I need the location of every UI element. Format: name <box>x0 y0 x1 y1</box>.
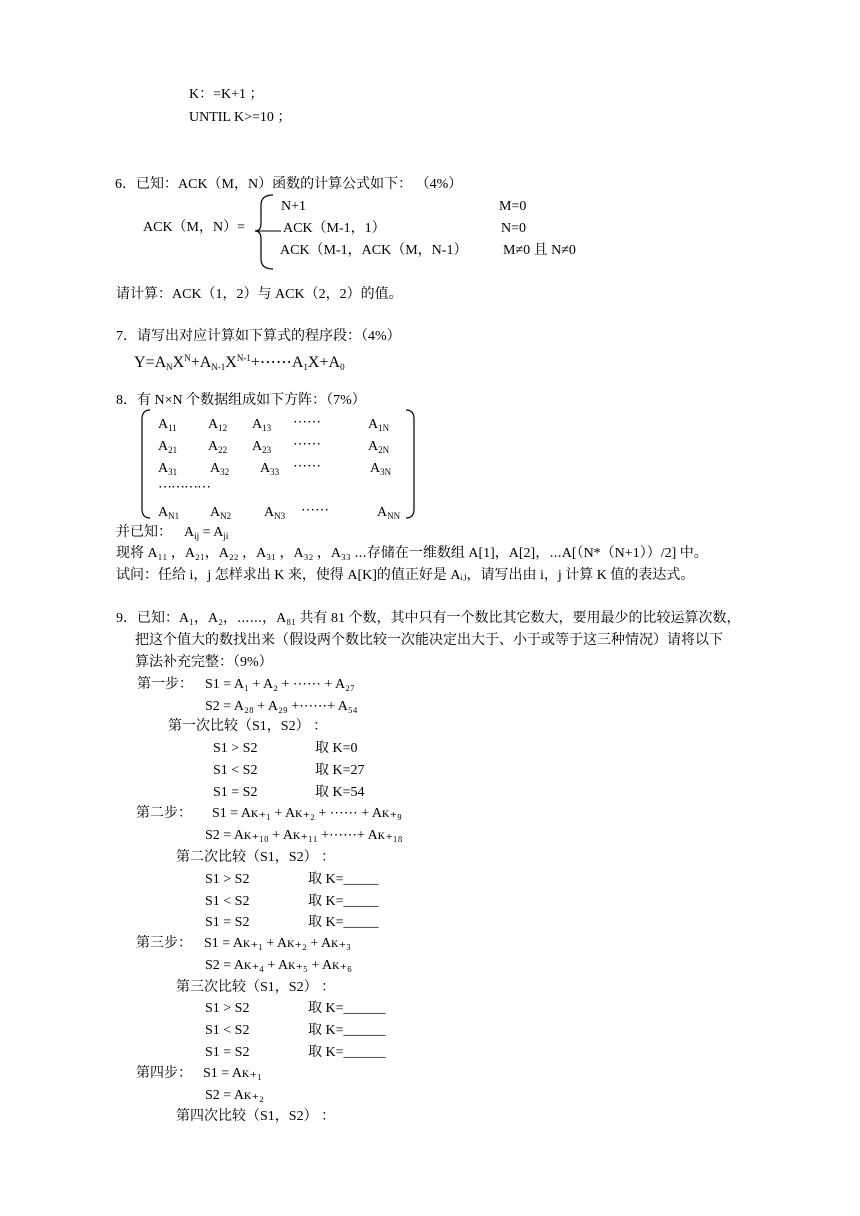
compare3-title: 第三次比较（S1，S2） ： <box>176 980 336 995</box>
code-line-k-increment: K：=K+1 ； <box>189 87 264 102</box>
compare3-case: S1 = S2 <box>205 1045 250 1060</box>
matrix-cell: $A_{13}$ <box>252 417 272 433</box>
step4-label: 第四步： <box>136 1066 192 1081</box>
q8-line2: 试问：任给 i，j 怎样求出 K 来，使得 A[K]的值正好是 Aᵢⱼ，请写出由 i，j 计算 K 值的表达式。 <box>116 568 695 583</box>
compare1-value: 取 K=27 <box>315 763 365 778</box>
q7-title: 7．请写出对应计算如下算式的程序段：（4%） <box>116 329 401 344</box>
matrix-cell: $A_{11}$ <box>158 417 177 433</box>
matrix-cell: $A_{23}$ <box>252 439 272 455</box>
compare2-case: S1 = S2 <box>205 915 250 930</box>
step2-s2: S2 = Aᴋ₊₁₀ + Aᴋ₊₁₁ +⋯⋯+ Aᴋ₊₁₈ <box>205 828 403 843</box>
matrix-left-bracket <box>140 409 152 519</box>
q7-formula: $Y=A_NX^N+A_{N-1}X^{N-1}+\cdots\cdots A_1X+A_0$ <box>134 353 345 372</box>
matrix-cell: $A_{N3}$ <box>264 505 286 521</box>
compare3-case: S1 > S2 <box>205 1001 250 1016</box>
q8-known: 并已知： $A_{ij} = A_{ji}$ <box>116 525 229 541</box>
compare1-value: 取 K=54 <box>315 785 365 800</box>
step1-label: 第一步： <box>137 677 193 692</box>
step4-s1: S1 = Aᴋ₊₁ <box>203 1066 262 1081</box>
code-line-until: UNTIL K>=10 ； <box>189 110 292 125</box>
q6-title: 6．已知：ACK（M，N）函数的计算公式如下： （4%） <box>115 177 463 192</box>
matrix-cell: $A_{33}$ <box>260 461 280 477</box>
q6-case3-expr: ACK（M-1，ACK（M，N-1） <box>280 243 468 258</box>
matrix-cell: $A_{22}$ <box>208 439 228 455</box>
compare3-case: S1 < S2 <box>205 1023 250 1038</box>
q8-title: 8．有 N×N 个数据组成如下方阵：（7%） <box>116 393 366 408</box>
matrix-dots: ⋯⋯ <box>293 437 321 452</box>
compare1-title: 第一次比较（S1，S2） ： <box>168 719 328 734</box>
q6-case2-expr: ACK（M-1，1） <box>283 221 386 236</box>
step3-s2: S2 = Aᴋ₊₄ + Aᴋ₊₅ + Aᴋ₊₆ <box>205 958 352 973</box>
matrix-cell: $A_{N2}$ <box>210 505 232 521</box>
step4-s2: S2 = Aᴋ₊₂ <box>205 1088 264 1103</box>
step2-s1: S1 = Aᴋ₊₁ + Aᴋ₊₂ + ⋯⋯ + Aᴋ₊₉ <box>212 806 402 821</box>
matrix-cell: $A_{N1}$ <box>158 505 180 521</box>
compare2-case: S1 > S2 <box>205 872 250 887</box>
compare4-title: 第四次比较（S1，S2） ： <box>176 1109 336 1124</box>
compare1-case: S1 = S2 <box>213 785 258 800</box>
matrix-dots: ⋯⋯ <box>293 415 321 430</box>
matrix-cell: $A_{1N}$ <box>368 417 390 433</box>
q9-title: 9．已知：A₁，A₂，⋯⋯，A₈₁ 共有 81 个数，其中只有一个数比其它数大，要用最少的比较运算次数， <box>116 611 741 626</box>
step1-s2: S2 = A₂₈ + A₂₉ +⋯⋯+ A₅₄ <box>205 699 358 714</box>
compare1-case: S1 < S2 <box>213 763 258 778</box>
step3-label: 第三步： <box>136 936 192 951</box>
q6-case2-cond: N=0 <box>501 221 527 236</box>
compare2-blank[interactable]: 取 K=_____ <box>308 872 379 887</box>
step3-s1: S1 = Aᴋ₊₁ + Aᴋ₊₂ + Aᴋ₊₃ <box>204 936 351 951</box>
compare3-blank[interactable]: 取 K=______ <box>308 1001 386 1016</box>
matrix-vertical-dots: ⋯⋯⋯⋯ <box>158 480 210 495</box>
compare2-blank[interactable]: 取 K=_____ <box>308 894 379 909</box>
compare1-case: S1 > S2 <box>213 741 258 756</box>
matrix-cell: $A_{3N}$ <box>370 461 392 477</box>
compare1-value: 取 K=0 <box>315 741 358 756</box>
q6-case3-cond: M≠0 且 N≠0 <box>503 243 576 258</box>
matrix-cell: $A_{32}$ <box>210 461 230 477</box>
q6-case1-cond: M=0 <box>499 199 527 214</box>
q9-title-2: 把这个值大的数找出来（假设两个数比较一次能决定出大于、小于或等于这三种情况）请将以下 <box>135 633 723 648</box>
compare2-title: 第二次比较（S1，S2） ： <box>176 850 336 865</box>
q8-line1: 现将 A₁₁ ，A₂₁，A₂₂ ，A₃₁ ，A₃₂ ，A₃₃ ⋯存储在一维数组 A[1]，A[2]，⋯A[（N*（N+1））/2] 中。 <box>116 546 708 561</box>
matrix-cell: $A_{NN}$ <box>377 505 401 521</box>
matrix-cell: $A_{31}$ <box>158 461 178 477</box>
compare3-blank[interactable]: 取 K=______ <box>308 1023 386 1038</box>
matrix-dots: ⋯⋯ <box>293 459 321 474</box>
compare2-case: S1 < S2 <box>205 894 250 909</box>
step1-s1: S1 = A₁ + A₂ + ⋯⋯ + A₂₇ <box>205 677 355 692</box>
compare2-blank[interactable]: 取 K=_____ <box>308 915 379 930</box>
q9-title-3: 算法补充完整：（9%） <box>135 655 273 670</box>
step2-label: 第二步： <box>136 806 192 821</box>
matrix-cell: $A_{12}$ <box>208 417 228 433</box>
matrix-cell: $A_{21}$ <box>158 439 178 455</box>
q6-case1-expr: N+1 <box>281 199 307 214</box>
matrix-cell: $A_{2N}$ <box>368 439 390 455</box>
compare3-blank[interactable]: 取 K=______ <box>308 1045 386 1060</box>
matrix-right-bracket <box>404 409 416 519</box>
matrix-dots: ⋯⋯ <box>301 503 329 518</box>
q6-ask: 请计算：ACK（1，2）与 ACK（2，2）的值。 <box>116 287 403 302</box>
q6-lhs: ACK（M，N）= <box>143 220 246 235</box>
q6-left-brace <box>255 193 279 271</box>
